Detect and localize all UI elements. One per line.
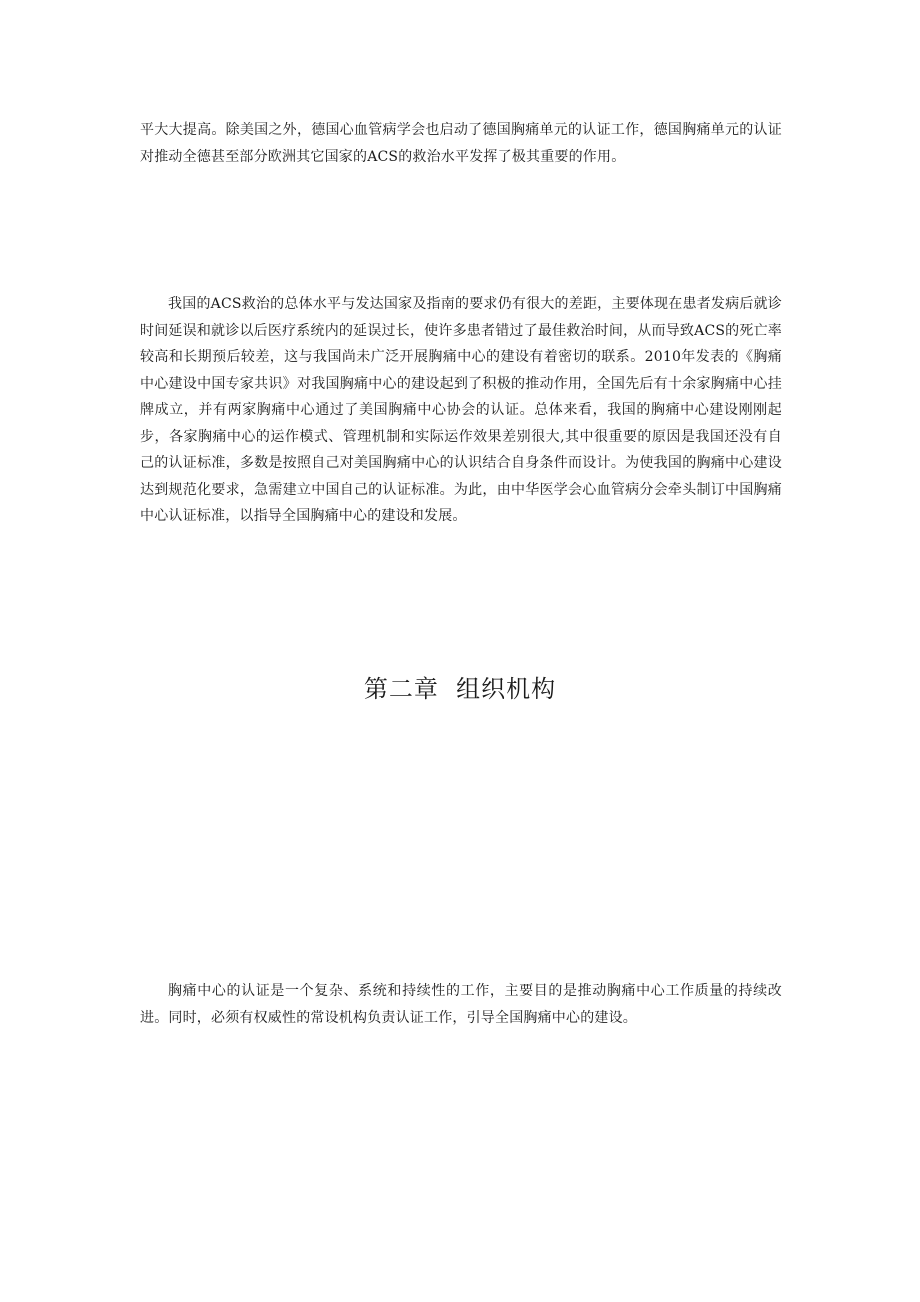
chapter-heading: 第二章 组织机构 (363, 675, 557, 703)
body-paragraph: 平大大提高。除美国之外，德国心血管病学会也启动了德国胸痛单元的认证工作，德国胸痛单元的认证对推动全德甚至部分欧洲其它国家的ACS的救治水平发挥了极其重要的作用。 (140, 122, 782, 165)
body-paragraph: 我国的ACS救治的总体水平与发达国家及指南的要求仍有很大的差距，主要体现在患者发病后就诊时间延误和就诊以后医疗系统内的延误过长，使许多患者错过了最佳救治时间，从而导致ACS的死亡率较高和长期预后较差，这与我国尚未广泛开展胸痛中心的建设有着密切的联系。2010年发表的《胸痛中心建设中国专家共识》对我国胸痛中心的建设起到了积极的推动作用，全国先后有十余家胸痛中心挂牌成立，并有两家胸痛中心通过了美国胸痛中心协会的认证。总体来看，我国的胸痛中心建设刚刚起步，各家胸痛中心的运作模式、管理机制和实际运作效果差别很大,其中很重要的原因是我国还没有自己的认证标准，多数是按照自己对美国胸痛中心的认识结合自身条件而设计。为使我国的胸痛中心建设达到规范化要求，急需建立中国自己的认证标准。为此，由中华医学会心血管病分会牵头制订中国胸痛中心认证标准，以指导全国胸痛中心的建设和发展。 (140, 296, 782, 524)
body-paragraph: 胸痛中心的认证是一个复杂、系统和持续性的工作，主要目的是推动胸痛中心工作质量的持续改进。同时，必须有权威性的常设机构负责认证工作，引导全国胸痛中心的建设。 (140, 983, 782, 1026)
